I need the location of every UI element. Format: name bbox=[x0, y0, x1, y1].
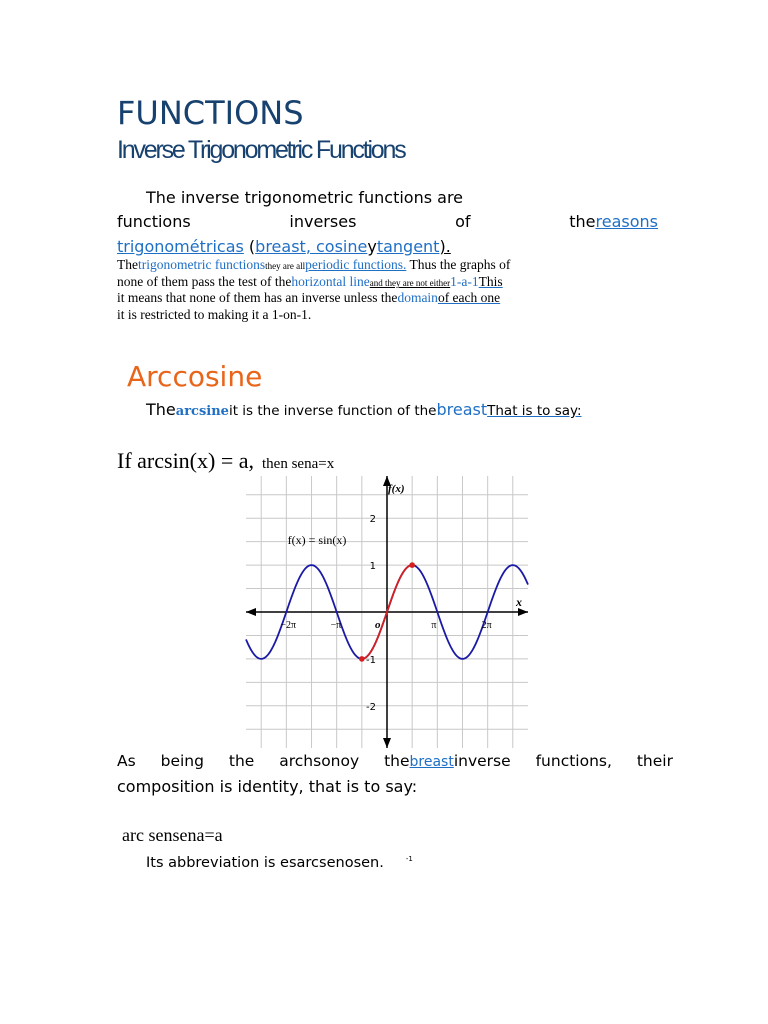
y-tick-label: -2 bbox=[366, 701, 376, 713]
x-axis-arrow-right bbox=[518, 608, 528, 616]
y-axis-label: f(x) bbox=[388, 483, 405, 495]
serif-line-2 bbox=[117, 274, 537, 290]
data-point bbox=[409, 562, 415, 568]
link-trigonometricas[interactable]: trigonométricas bbox=[117, 237, 244, 256]
text-open-paren: ( bbox=[243, 237, 256, 256]
serif-text: none of them pass the test of the bbox=[117, 274, 292, 289]
x-tick-label: o bbox=[375, 619, 381, 631]
link-breast[interactable]: breast bbox=[255, 237, 306, 256]
link-breast-definition[interactable]: breast bbox=[436, 400, 488, 419]
arcsine-term: arcsine bbox=[175, 404, 229, 419]
intro-line-2 bbox=[117, 212, 658, 231]
y-tick-label: 1 bbox=[369, 561, 376, 573]
formula-small-text: then sena=x bbox=[262, 456, 335, 472]
composition-word: being bbox=[160, 752, 204, 770]
x-tick-label: 2π bbox=[481, 620, 492, 631]
composition-word-the: the bbox=[384, 752, 410, 770]
y-tick-label: -1 bbox=[366, 654, 376, 666]
serif-text: Thus the graphs of bbox=[406, 257, 511, 272]
serif-text: The bbox=[117, 257, 138, 272]
intro-word: of bbox=[455, 212, 471, 231]
intro-word-group bbox=[569, 212, 658, 231]
serif-blue-text: 1-a-1 bbox=[450, 274, 479, 289]
composition-word: the bbox=[228, 752, 255, 770]
intro-word: inverses bbox=[289, 212, 357, 231]
serif-text: it means that none of them has an inverse unless the bbox=[117, 290, 398, 305]
formula-arcsin bbox=[117, 448, 334, 474]
function-annotation: f(x) = sin(x) bbox=[287, 533, 347, 547]
intro-line-3 bbox=[117, 237, 451, 256]
intro-line-1: The inverse trigonometric functions are bbox=[146, 188, 464, 207]
definition-line bbox=[146, 400, 582, 419]
link-periodic-functions[interactable]: periodic functions. bbox=[305, 257, 407, 272]
abbreviation-line bbox=[146, 855, 413, 871]
data-point bbox=[359, 656, 365, 662]
text-comma: , bbox=[305, 237, 316, 256]
chart-labels bbox=[280, 483, 522, 713]
link-tangent[interactable]: tangent bbox=[376, 237, 440, 256]
x-tick-label: π bbox=[431, 620, 437, 631]
composition-word: As bbox=[117, 752, 136, 770]
x-axis-arrow-left bbox=[246, 608, 256, 616]
x-axis-label: x bbox=[516, 595, 522, 609]
composition-word: inverse bbox=[453, 752, 511, 770]
composition-word-group bbox=[384, 752, 511, 770]
intro-word-the: the bbox=[569, 212, 596, 231]
footnote-mark: -1 bbox=[405, 855, 413, 863]
abbreviation-text: Its abbreviation is esarcsenosen. bbox=[146, 855, 384, 871]
composition-line-2: composition is identity, that is to say: bbox=[117, 777, 418, 796]
definition-text: That is to say: bbox=[487, 403, 582, 419]
serif-small-text: and they are not either bbox=[369, 278, 451, 288]
serif-line-4: it is restricted to making it a 1-on-1. bbox=[117, 307, 312, 322]
link-cosine[interactable]: cosine bbox=[315, 237, 368, 256]
link-trigonometric-functions[interactable]: trigonometric functions bbox=[138, 257, 266, 272]
serif-small-text: they are all bbox=[265, 261, 306, 271]
sine-graph bbox=[240, 472, 534, 752]
link-reasons[interactable]: reasons bbox=[595, 212, 658, 231]
serif-line-1 bbox=[117, 257, 510, 273]
section-heading: Arccosine bbox=[127, 360, 263, 393]
y-tick-label: 2 bbox=[369, 514, 376, 526]
text-close-paren: ). bbox=[439, 237, 451, 256]
serif-text: This bbox=[478, 274, 503, 289]
link-domain[interactable]: domain bbox=[397, 290, 438, 305]
page-title: FUNCTIONS bbox=[117, 94, 304, 132]
composition-word: archsonoy bbox=[279, 752, 360, 770]
page-subtitle: Inverse Trigonometric Functions bbox=[117, 136, 405, 164]
formula-text: If arcsin(x) = a, bbox=[117, 448, 255, 473]
link-horizontal-line[interactable]: horizontal line bbox=[291, 274, 370, 289]
composition-line-1 bbox=[117, 752, 673, 770]
link-breast-composition[interactable]: breast bbox=[409, 754, 454, 770]
y-axis-arrow-down bbox=[383, 738, 391, 748]
intro-word: functions bbox=[117, 212, 191, 231]
composition-word: functions, bbox=[535, 752, 612, 770]
definition-text: it is the inverse function of the bbox=[228, 403, 437, 419]
composition-word: their bbox=[636, 752, 673, 770]
text-y: y bbox=[367, 237, 377, 256]
definition-text: The bbox=[146, 400, 176, 419]
serif-text: of each one bbox=[437, 290, 501, 305]
x-tick-label: −2π bbox=[280, 620, 297, 631]
x-tick-label: −π bbox=[330, 620, 342, 631]
serif-line-3 bbox=[117, 290, 508, 306]
formula-composition: arc sensena=a bbox=[122, 825, 223, 845]
